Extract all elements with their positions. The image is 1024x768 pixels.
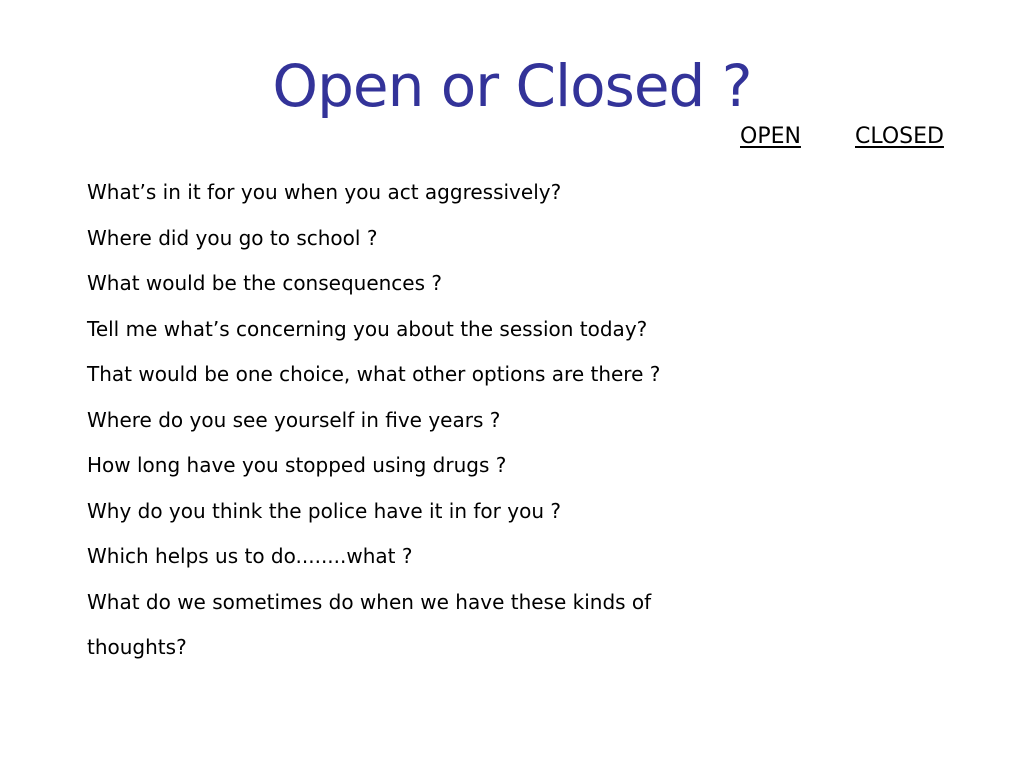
question-line: What would be the consequences ? [87,271,442,295]
question-line: Tell me what’s concerning you about the session today? [87,316,648,341]
slide-title: Open or Closed ? [272,52,752,120]
question-line: What do we sometimes do when we have these kinds of [87,589,652,614]
question-list [87,170,767,671]
question-line: That would be one choice, what other options are there ? [87,362,661,386]
question-line: How long have you stopped using drugs ? [87,453,507,477]
question-line: What’s in it for you when you act aggressively? [87,180,562,204]
question-line: thoughts? [87,635,187,659]
question-line: Where did you go to school ? [87,225,378,250]
question-line: Which helps us to do........what ? [87,544,413,568]
column-header-closed: CLOSED [855,124,944,149]
question-line: Where do you see yourself in five years ? [87,407,501,432]
column-header-open: OPEN [740,124,801,149]
question-line: Why do you think the police have it in for you ? [87,498,561,523]
